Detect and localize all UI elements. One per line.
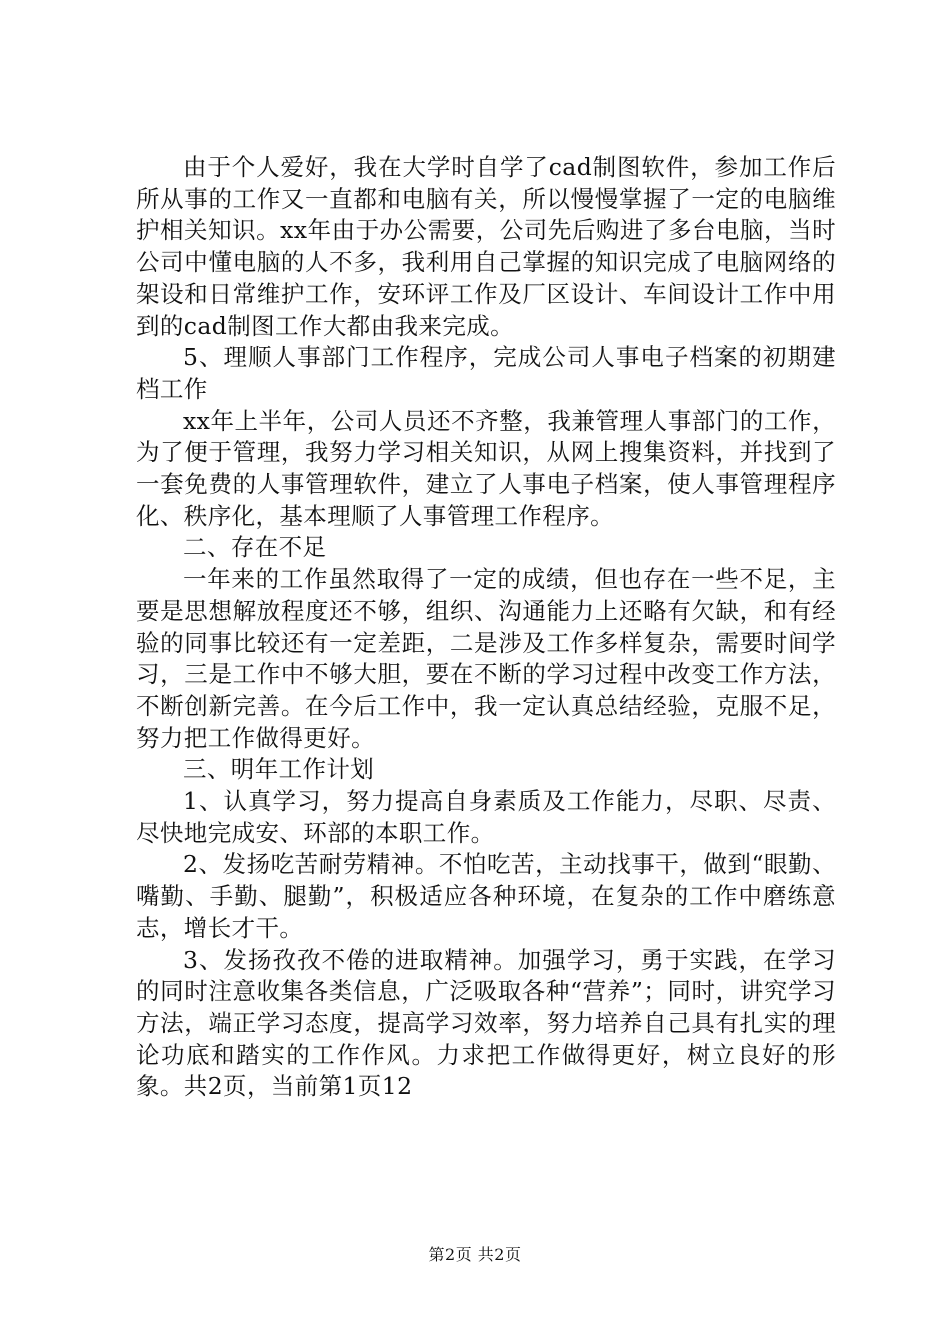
section-heading-shortcomings: 二、存在不足 [183,533,327,562]
paragraph-shortcomings: 一年来的工作虽然取得了一定的成绩，但也存在一些不足，主要是思想解放程度还不够，组织、沟通能力上还略有欠缺，和有经验的同事比较还有一定差距，二是涉及工作多样复杂，需要时间学习，三是工作中不够大胆，要在不断的学习过程中改变工作方法，不断创新完善。在今后工作中，我一定认真总结经验，克服不足，努力把工作做得更好。 [136,565,836,752]
document-body [136,152,836,1103]
paragraph-cad-skills: 由于个人爱好，我在大学时自学了cad制图软件，参加工作后所从事的工作又一直都和电脑有关，所以慢慢掌握了一定的电脑维护相关知识。xx年由于办公需要，公司先后购进了多台电脑，当时公司中懂电脑的人不多，我利用自己掌握的知识完成了电脑网络的架设和日常维护工作，安环评工作及厂区设计、车间设计工作中用到的cad制图工作大都由我来完成。 [136,153,836,340]
paragraph-plan-1: 1、认真学习，努力提高自身素质及工作能力，尽职、尽责、尽快地完成安、环部的本职工作。 [136,787,836,847]
paragraph-plan-3: 3、发扬孜孜不倦的进取精神。加强学习，勇于实践，在学习的同时注意收集各类信息，广泛吸取各种“营养”；同时，讲究学习方法，端正学习态度，提高学习效率，努力培养自己具有扎实的理论功底和踏实的工作作风。力求把工作做得更好，树立良好的形象。共2页，当前第1页12 [136,945,836,1101]
paragraph-plan-2: 2、发扬吃苦耐劳精神。不怕吃苦，主动找事干，做到“眼勤、嘴勤、手勤、腿勤”，积极适应各种环境，在复杂的工作中磨练意志，增长才干。 [136,850,836,942]
section-heading-next-year-plan: 三、明年工作计划 [183,755,375,784]
paragraph-hr-archive: xx年上半年，公司人员还不齐整，我兼管理人事部门的工作，为了便于管理，我努力学习相关知识，从网上搜集资料，并找到了一套免费的人事管理软件，建立了人事电子档案，使人事管理程序化、秩序化，基本理顺了人事管理工作程序。 [136,406,836,530]
page-footer: 第2页 共2页 [428,1245,522,1264]
paragraph-item-5-heading: 5、理顺人事部门工作程序，完成公司人事电子档案的初期建档工作 [136,343,836,403]
